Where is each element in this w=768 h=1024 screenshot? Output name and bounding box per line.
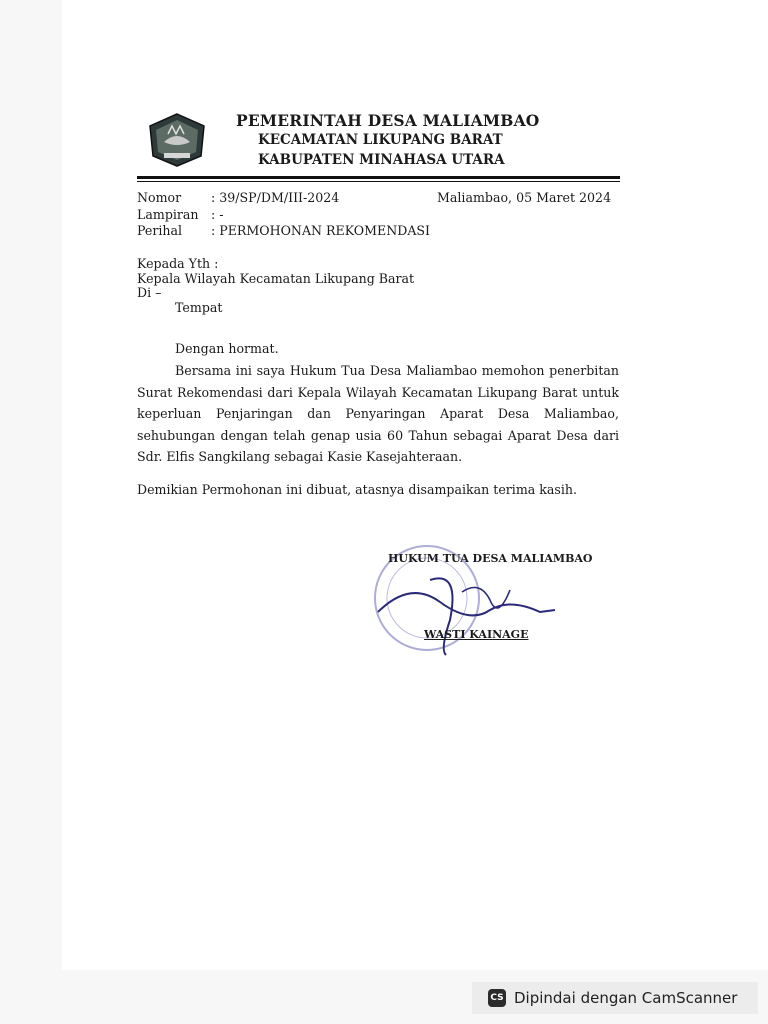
camscanner-logo-icon: CS — [488, 989, 506, 1007]
letterhead-line-2: KECAMATAN LIKUPANG BARAT — [258, 132, 503, 148]
nomor-value: : 39/SP/DM/III-2024 — [211, 190, 340, 205]
lampiran-label: Lampiran — [137, 207, 199, 222]
addressee-line-4: Tempat — [175, 300, 223, 315]
addressee-line-2: Kepala Wilayah Kecamatan Likupang Barat — [137, 271, 415, 286]
camscanner-label: Dipindai dengan CamScanner — [514, 989, 738, 1007]
regency-emblem-logo — [146, 112, 208, 168]
perihal-value: : PERMOHONAN REKOMENDASI — [211, 223, 431, 238]
letterhead-divider — [137, 176, 620, 179]
letterhead-line-3: KABUPATEN MINAHASA UTARA — [258, 152, 505, 168]
nomor-label: Nomor — [137, 190, 182, 205]
body-paragraph: Bersama ini saya Hukum Tua Desa Maliambao memohon penerbitan Surat Rekomendasi dari Kepala Wilayah Kecamatan Likupang Barat untuk keperluan Penjaringan dan Penyaringan Aparat Desa Maliambao, sehubungan dengan telah genap usia 60 Tahun sebagai Aparat Desa dari Sdr. Elfis Sangkilang sebagai Kasie Kasejahteraan. — [137, 363, 619, 464]
signatory-name: WASTI KAINAGE — [424, 628, 529, 641]
greeting: Dengan hormat. — [175, 341, 279, 356]
letterhead-line-1: PEMERINTAH DESA MALIAMBAO — [236, 111, 540, 130]
lampiran-value: : - — [211, 207, 224, 222]
camscanner-watermark — [472, 982, 758, 1014]
addressee-line-3: Di – — [137, 285, 162, 300]
closing-sentence: Demikian Permohonan ini dibuat, atasnya disampaikan terima kasih. — [137, 482, 578, 497]
addressee-line-1: Kepada Yth : — [137, 256, 219, 271]
place-date: Maliambao, 05 Maret 2024 — [437, 190, 612, 205]
signatory-title: HUKUM TUA DESA MALIAMBAO — [388, 552, 593, 565]
letterhead-divider-thin — [137, 181, 620, 182]
perihal-label: Perihal — [137, 223, 183, 238]
